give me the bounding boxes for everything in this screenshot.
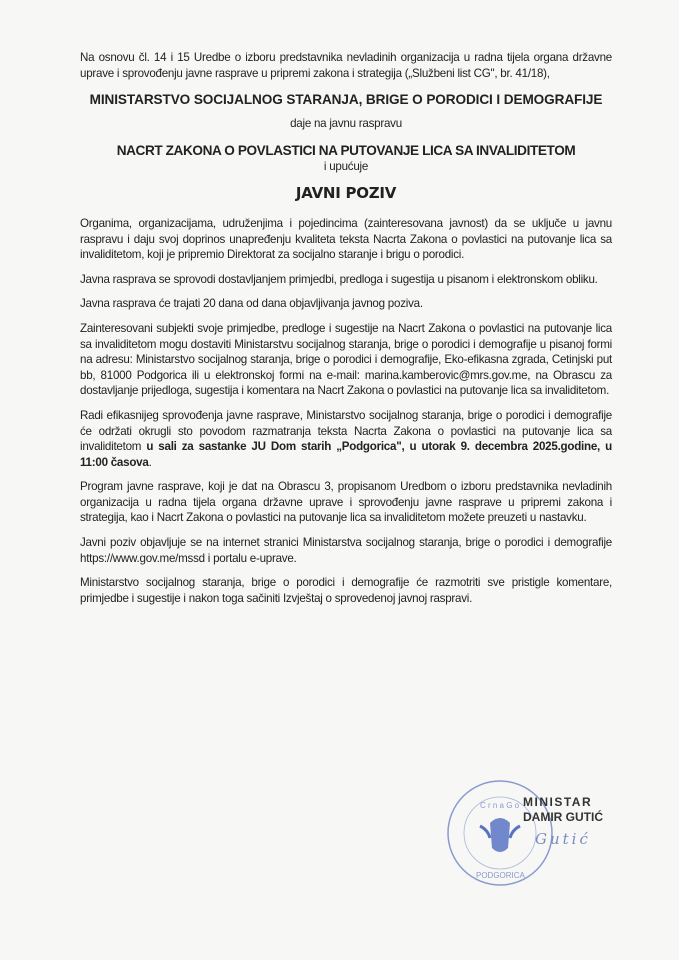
ministry-heading: MINISTARSTVO SOCIJALNOG STARANJA, BRIGE O PORODICI I DEMOGRAFIJE bbox=[89, 92, 603, 108]
p5-text: Radi efikasnijeg sprovođenja javne rasprave, Ministarstvo socijalnog staranja, brige o porodici i demografije će održati okrugli sto povodom razmatranja teksta Nacrta Zakona o povlastici na putovanje lica sa invaliditetom bbox=[80, 408, 612, 454]
signatory-name: DAMIR GUTIĆ bbox=[523, 810, 603, 824]
paragraph-8: Ministarstvo socijalnog staranja, brige o porodici i demografije će razmotriti sve pristigle komentare, primjedbe i sugestije i nakon toga sačiniti Izvještaj o sprovedenoj javnoj raspravi. bbox=[80, 576, 612, 605]
svg-text:C r n a G o: C r n a G o bbox=[480, 801, 520, 810]
law-title: NACRT ZAKONA O POVLASTICI NA PUTOVANJE LICA SA INVALIDITETOM bbox=[116, 142, 576, 158]
svg-text:PODGORICA: PODGORICA bbox=[476, 871, 525, 880]
paragraph-6: Program javne rasprave, koji je dat na Obrascu 3, propisanom Uredbom o izboru predstavnika nevladinih organizacija u radna tijela organa državne uprave i sprovođenju javne rasprave u pripremi zakona i strategija, kao i Nacrt Zakona o povlastici na putovanje lica sa invaliditetom možete preuzeti u nastavku. bbox=[80, 480, 612, 525]
call-title: JAVNI POZIV bbox=[295, 184, 397, 203]
document-body bbox=[80, 50, 612, 615]
handwritten-signature: Gutić bbox=[535, 830, 591, 848]
gives-line: daje na javnu raspravu bbox=[290, 117, 402, 131]
paragraph-4 bbox=[80, 321, 612, 399]
paragraph-7 bbox=[80, 535, 612, 566]
p7-text-end: i portalu e-uprave. bbox=[204, 551, 297, 565]
directs-line: i upućuje bbox=[323, 159, 369, 173]
p7-text: Javni poziv objavljuje se na internet stranici Ministarstva socijalnog staranja, brige o porodici i demografije bbox=[80, 536, 612, 550]
intro-paragraph: Na osnovu čl. 14 i 15 Uredbe o izboru predstavnika nevladinih organizacija u radna tijela organa državne uprave i sprovođenju javne rasprave u pripremi zakona i strategija („Službeni list CG", br. 41/18), bbox=[80, 51, 612, 80]
p4-text-end: , na Obrascu za dostavljanje prijedloga, sugestija i komentara na Nacrt Zakona o povlastici na putovanje lica sa invaliditetom. bbox=[80, 368, 613, 398]
paragraph-1: Organima, organizacijama, udruženjima i pojedincima (zainteresovana javnost) da se uključe u javnu raspravu i daju svoj doprinos unapređenju kvaliteta teksta Nacrta Zakona o povlastici na putovanje lica sa invaliditetom, koji je pripremio Direktorat za socijalno staranje i brigu o porodici. bbox=[80, 216, 612, 262]
paragraph-5 bbox=[80, 408, 612, 470]
website-link[interactable]: https://www.gov.me/mssd bbox=[80, 551, 205, 565]
paragraph-3: Javna rasprava će trajati 20 dana od dana objavljivanja javnog poziva. bbox=[80, 297, 423, 311]
meeting-details: u sali za sastanke JU Dom starih „Podgorica", u utorak 9. decembra 2025.godine, u 11:00 časova bbox=[80, 440, 612, 469]
email-link[interactable]: marina.kamberovic@mrs.gov.me bbox=[364, 368, 528, 382]
p4-text: Zainteresovani subjekti svoje primjedbe, predloge i sugestije na Nacrt Zakona o povlastici na putovanje lica sa invaliditetom mogu dostaviti Ministarstvu socijalnog staranja, brige o porodici i demografije u pisanoj formi na adresu: Ministarstvo socijalnog staranja, brige o porodici i demografije, Eko-efikasna zgrada, Cetinjski put bb, 81000 Podgorica ili u elektronskoj formi na e-mail: bbox=[80, 321, 612, 382]
paragraph-2: Javna rasprava se sprovodi dostavljanjem primjedbi, predloga i sugestija u pisanom i elektronskom obliku. bbox=[80, 272, 598, 286]
signatory-role: MINISTAR bbox=[523, 795, 593, 809]
signature-block bbox=[523, 795, 603, 825]
p5-end: . bbox=[148, 455, 152, 469]
